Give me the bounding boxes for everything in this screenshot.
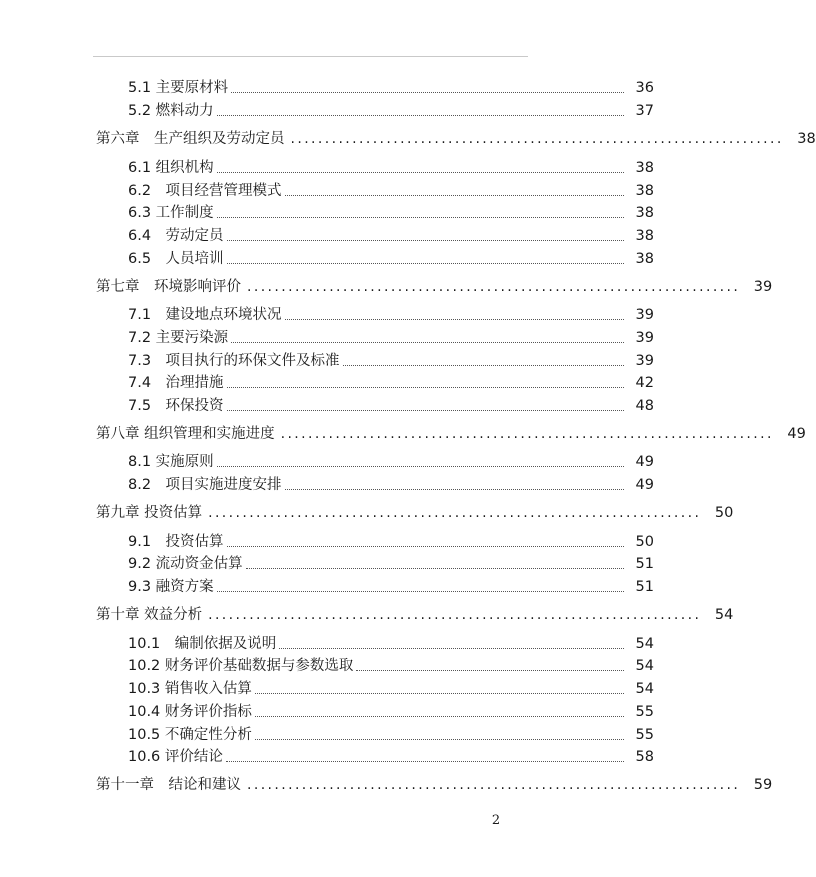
toc-page-number: 49: [787, 426, 806, 442]
toc-dot-leader: [208, 606, 701, 624]
toc-section-entry[interactable]: [0, 449, 749, 471]
toc-page-number: 38: [635, 183, 654, 199]
toc-page-number: 59: [753, 777, 773, 793]
toc-entry-title: 7.2 主要污染源: [128, 330, 229, 346]
toc-section-entry[interactable]: [0, 529, 749, 551]
toc-page-number: 50: [635, 534, 654, 550]
toc-section-entry[interactable]: [0, 325, 749, 347]
toc-page-number: 54: [635, 681, 654, 697]
toc-dot-leader: [343, 365, 624, 366]
toc-entry-title: 6.2 项目经营管理模式: [128, 183, 282, 199]
toc-page-number: 50: [714, 505, 734, 521]
toc-section-entry[interactable]: [0, 574, 749, 596]
toc-dot-leader: [279, 648, 624, 649]
toc-dot-leader: [217, 466, 624, 467]
toc-dot-leader: [255, 716, 624, 717]
toc-page-number: 37: [635, 103, 654, 119]
toc-section-entry[interactable]: [0, 348, 749, 370]
toc-section-entry[interactable]: [0, 302, 749, 324]
toc-entry-title: 10.4 财务评价指标: [128, 704, 252, 720]
toc-page-number: 38: [635, 160, 654, 176]
toc-page-number: 38: [635, 228, 654, 244]
toc-page-number: 49: [635, 477, 654, 493]
toc-section-entry[interactable]: [0, 393, 749, 415]
toc-chapter-entry[interactable]: [0, 602, 734, 624]
toc-entry-title: 第六章 生产组织及劳动定员: [96, 131, 285, 147]
toc-page-number: 39: [635, 353, 654, 369]
toc-page-number: 54: [714, 607, 734, 623]
toc-dot-leader: [285, 195, 624, 196]
toc-entry-title: 7.4 治理措施: [128, 375, 224, 391]
toc-entry-title: 7.1 建设地点环境状况: [128, 307, 282, 323]
toc-dot-leader: [356, 670, 624, 671]
toc-page-number: 38: [797, 131, 816, 147]
toc-page-number: 48: [635, 398, 654, 414]
toc-dot-leader: [226, 761, 624, 762]
toc-entry-title: 6.4 劳动定员: [128, 228, 224, 244]
toc-dot-leader: [217, 172, 624, 173]
toc-dot-leader: [255, 739, 624, 740]
toc-dot-leader: [247, 776, 740, 794]
toc-chapter-entry[interactable]: [0, 126, 816, 148]
toc-section-entry[interactable]: [0, 631, 749, 653]
toc-entry-title: 9.3 融资方案: [128, 579, 214, 595]
toc-page-number: 38: [635, 251, 654, 267]
toc-dot-leader: [291, 130, 784, 148]
toc-dot-leader: [227, 240, 624, 241]
toc-entry-title: 第十章 效益分析: [96, 607, 203, 623]
toc-section-entry[interactable]: [0, 744, 749, 766]
toc-entry-title: 8.1 实施原则: [128, 454, 214, 470]
toc-section-entry[interactable]: [0, 653, 749, 675]
toc-dot-leader: [227, 546, 624, 547]
toc-chapter-entry[interactable]: [0, 421, 806, 443]
toc-entry-title: 9.1 投资估算: [128, 534, 224, 550]
toc-section-entry[interactable]: [0, 699, 749, 721]
toc-entry-title: 6.1 组织机构: [128, 160, 214, 176]
toc-dot-leader: [231, 342, 624, 343]
toc-page-number: 54: [635, 658, 654, 674]
toc-entry-title: 7.3 项目执行的环保文件及标准: [128, 353, 340, 369]
toc-page-number: 51: [635, 579, 654, 595]
toc-page-number: 36: [635, 80, 654, 96]
toc-dot-leader: [246, 568, 624, 569]
toc-chapter-entry[interactable]: [0, 274, 773, 296]
page-number: 2: [491, 813, 501, 828]
toc-dot-leader: [227, 410, 624, 411]
toc-chapter-entry[interactable]: [0, 500, 734, 522]
toc-dot-leader: [227, 387, 624, 388]
toc-section-entry[interactable]: [0, 246, 749, 268]
toc-dot-leader: [217, 217, 624, 218]
toc-dot-leader: [255, 693, 624, 694]
toc-section-entry[interactable]: [0, 676, 749, 698]
toc-entry-title: 10.3 销售收入估算: [128, 681, 252, 697]
toc-entry-title: 第七章 环境影响评价: [96, 279, 241, 295]
toc-section-entry[interactable]: [0, 75, 749, 97]
toc-dot-leader: [285, 319, 624, 320]
toc-dot-leader: [217, 115, 624, 116]
toc-entry-title: 10.5 不确定性分析: [128, 727, 252, 743]
toc-dot-leader: [231, 92, 624, 93]
toc-dot-leader: [208, 504, 701, 522]
toc-entry-title: 8.2 项目实施进度安排: [128, 477, 282, 493]
toc-entry-title: 5.1 主要原材料: [128, 80, 229, 96]
toc-page-number: 51: [635, 556, 654, 572]
toc-dot-leader: [285, 489, 624, 490]
toc-page-number: 39: [753, 279, 773, 295]
toc-page-number: 38: [635, 205, 654, 221]
toc-section-entry[interactable]: [0, 472, 749, 494]
toc-entry-title: 10.1 编制依据及说明: [128, 636, 277, 652]
toc-entry-title: 10.2 财务评价基础数据与参数选取: [128, 658, 354, 674]
toc-page-number: 54: [635, 636, 654, 652]
toc-section-entry[interactable]: [0, 370, 749, 392]
toc-page-number: 39: [635, 307, 654, 323]
toc-entry-title: 10.6 评价结论: [128, 749, 223, 765]
toc-section-entry[interactable]: [0, 223, 749, 245]
toc-dot-leader: [281, 425, 774, 443]
toc-entry-title: 9.2 流动资金估算: [128, 556, 243, 572]
toc-section-entry[interactable]: [0, 722, 749, 744]
toc-page-number: 55: [635, 704, 654, 720]
toc-entry-title: 6.5 人员培训: [128, 251, 224, 267]
toc-page-number: 39: [635, 330, 654, 346]
toc-page-number: 58: [635, 749, 654, 765]
toc-section-entry[interactable]: [0, 200, 749, 222]
toc-chapter-entry[interactable]: [0, 772, 773, 794]
toc-section-entry[interactable]: [0, 551, 749, 573]
toc-dot-leader: [247, 278, 740, 296]
toc-dot-leader: [227, 263, 624, 264]
toc-entry-title: 6.3 工作制度: [128, 205, 214, 221]
toc-section-entry[interactable]: [0, 178, 749, 200]
toc-entry-title: 第九章 投资估算: [96, 505, 203, 521]
toc-entry-title: 第八章 组织管理和实施进度: [96, 426, 275, 442]
toc-page-number: 49: [635, 454, 654, 470]
toc-entry-title: 7.5 环保投资: [128, 398, 224, 414]
toc-dot-leader: [217, 591, 624, 592]
toc-section-entry[interactable]: [0, 155, 749, 177]
toc-section-entry[interactable]: [0, 98, 749, 120]
toc-entry-title: 5.2 燃料动力: [128, 103, 214, 119]
toc-entry-title: 第十一章 结论和建议: [96, 777, 241, 793]
toc-page-number: 55: [635, 727, 654, 743]
toc-page-number: 42: [635, 375, 654, 391]
